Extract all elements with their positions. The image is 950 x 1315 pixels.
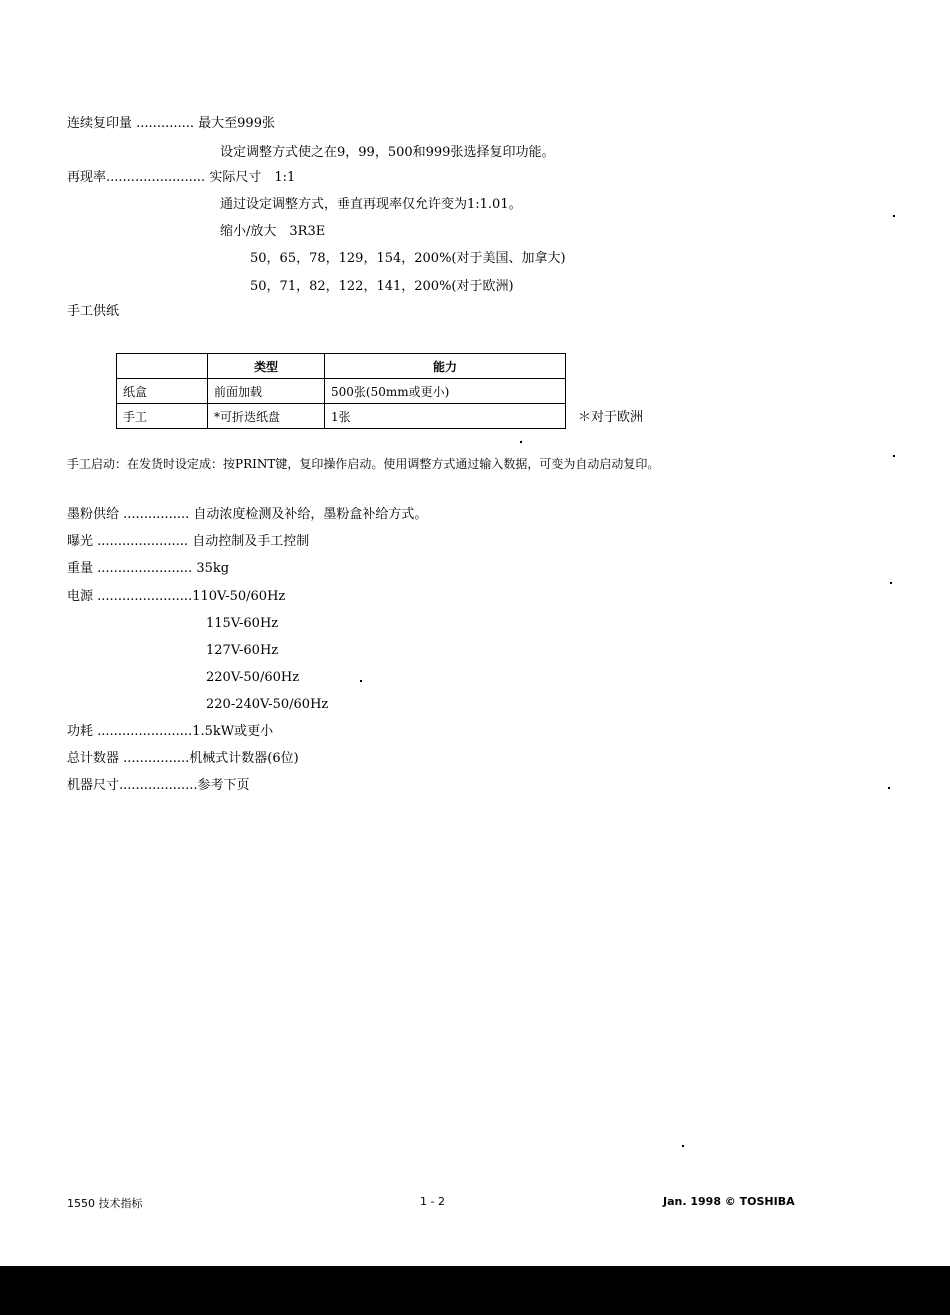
spec-leader-dots: ................ xyxy=(123,507,190,522)
spec-value: 自动控制及手工控制 xyxy=(192,534,310,549)
spec-value: 110V-50/60Hz xyxy=(192,589,286,604)
spec-row-machine-dimensions xyxy=(67,778,250,794)
scan-speck xyxy=(890,582,892,584)
spec-continuation: 115V-60Hz xyxy=(206,616,279,631)
spec-leader-dots: ....................... xyxy=(97,724,193,739)
spec-continuation: 127V-60Hz xyxy=(206,643,279,658)
spec-row-power-consumption xyxy=(67,724,273,740)
scan-speck xyxy=(520,441,522,443)
spec-continuation: 设定调整方式使之在9，99，500和999张选择复印功能。 xyxy=(220,145,555,160)
spec-label: 总计数器 xyxy=(67,751,120,766)
table-cell: 纸盒 xyxy=(117,379,208,404)
spec-label: 曝光 xyxy=(67,534,94,549)
scan-speck xyxy=(893,455,895,457)
spec-value: 35kg xyxy=(196,561,230,576)
table-footnote: ＊对于欧洲 xyxy=(578,410,644,425)
scan-bottom-bar xyxy=(0,1266,950,1315)
scan-speck xyxy=(360,680,362,682)
manual-feed-table xyxy=(116,353,566,429)
footer-left: 1550 技术指标 xyxy=(67,1197,143,1210)
scan-speck xyxy=(682,1145,684,1147)
spec-leader-dots: ........................ xyxy=(106,170,206,185)
table-header-cell: 类型 xyxy=(208,354,325,379)
spec-sub-continuation: 50，71，82，122，141，200%(对于欧洲) xyxy=(250,279,514,294)
spec-leader-dots: ................... xyxy=(119,778,198,793)
footer-right: Jan. 1998 © TOSHIBA xyxy=(663,1195,795,1208)
spec-label: 机器尺寸 xyxy=(67,778,120,793)
spec-value: 实际尺寸 1:1 xyxy=(209,170,296,185)
spec-label: 墨粉供给 xyxy=(67,507,120,522)
spec-label: 功耗 xyxy=(67,724,94,739)
table-header-row xyxy=(117,354,566,379)
page-number: 1 - 2 xyxy=(420,1195,445,1208)
spec-leader-dots: ....................... xyxy=(97,561,193,576)
table-row xyxy=(117,404,566,429)
table-cell: 500张(50mm或更小) xyxy=(325,379,566,404)
scan-speck xyxy=(893,215,895,217)
table-cell: 手工 xyxy=(117,404,208,429)
spec-row-weight xyxy=(67,561,229,577)
spec-leader-dots: .............. xyxy=(136,116,195,131)
spec-label: 连续复印量 xyxy=(67,116,133,131)
table-row xyxy=(117,379,566,404)
spec-continuation: 220V-50/60Hz xyxy=(206,670,300,685)
spec-row-reproduction-ratio xyxy=(67,170,295,186)
spec-leader-dots: ................ xyxy=(123,751,190,766)
spec-value: 最大至999张 xyxy=(198,116,275,131)
spec-value: 参考下页 xyxy=(197,778,250,793)
table-header-cell xyxy=(117,354,208,379)
scan-speck xyxy=(888,787,890,789)
manual-feed-title: 手工供纸 xyxy=(67,304,120,319)
spec-continuation: 缩小/放大 3R3E xyxy=(220,224,326,239)
spec-row-power-supply xyxy=(67,589,285,605)
spec-continuation: 220-240V-50/60Hz xyxy=(206,697,329,712)
spec-value: 1.5kW或更小 xyxy=(192,724,274,739)
spec-label: 电源 xyxy=(67,589,94,604)
spec-label: 再现率 xyxy=(67,170,107,185)
table-header-cell: 能力 xyxy=(325,354,566,379)
spec-sub-continuation: 50，65，78，129，154，200%(对于美国、加拿大) xyxy=(250,251,566,266)
spec-row-exposure xyxy=(67,534,309,550)
spec-row-toner-supply xyxy=(67,507,427,523)
manual-start-note: 手工启动：在发货时设定成：按PRINT键，复印操作启动。使用调整方式通过输入数据，可变为自动启动复印。 xyxy=(67,457,660,471)
spec-leader-dots: ...................... xyxy=(97,534,189,549)
spec-label: 重量 xyxy=(67,561,94,576)
table-cell: 前面加载 xyxy=(208,379,325,404)
spec-row-total-counter xyxy=(67,751,299,767)
spec-leader-dots: ....................... xyxy=(97,589,193,604)
spec-value: 自动浓度检测及补给，墨粉盒补给方式。 xyxy=(193,507,428,522)
spec-row-continuous-copy xyxy=(67,116,275,132)
table-cell: 1张 xyxy=(325,404,566,429)
table-cell: *可折迭纸盘 xyxy=(208,404,325,429)
spec-value: 机械式计数器(6位) xyxy=(189,751,299,766)
spec-continuation: 通过设定调整方式，垂直再现率仅允许变为1:1.01。 xyxy=(220,197,522,212)
